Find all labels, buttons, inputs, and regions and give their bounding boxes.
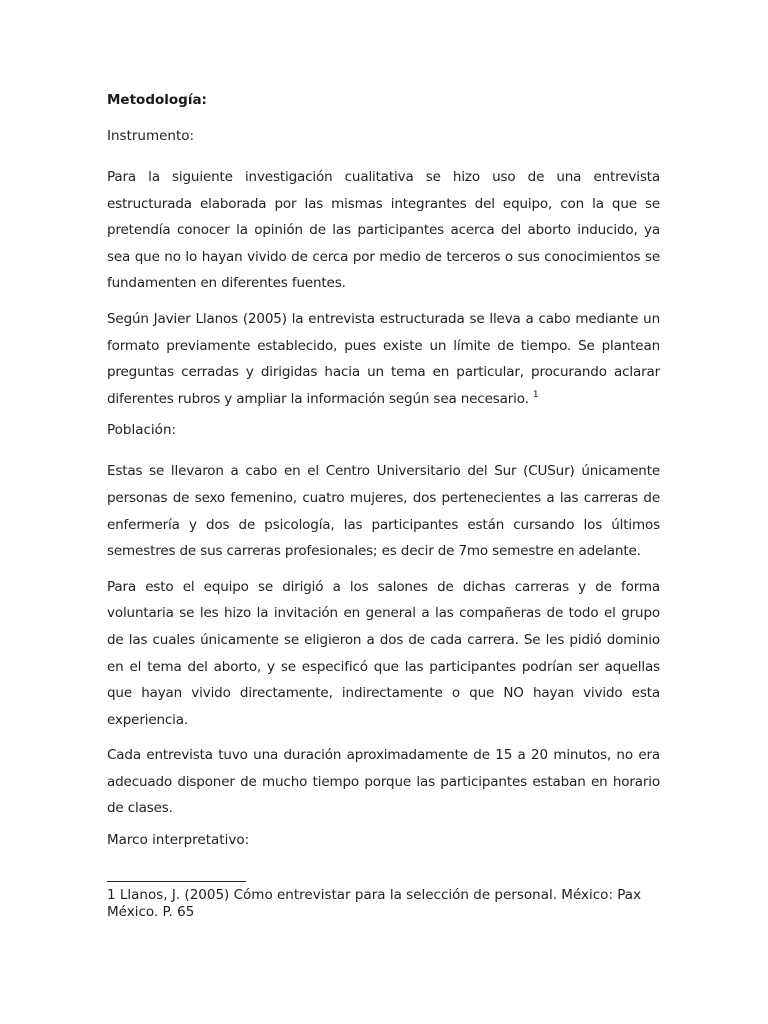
footnote-separator (107, 881, 246, 882)
paragraph: Para esto el equipo se dirigió a los salones de dichas carreras y de forma voluntaria se les hizo la invitación en general a las compañeras de todo el grupo de las cuales únicamente se eligieron a dos de cada carrera. Se les pidió dominio en el tema del aborto, y se especificó que las participantes podrían ser aquellas que hayan vivido directamente, indirectamente o que NO hayan vivido esta experiencia. (107, 578, 660, 728)
footnote-reference: 1 (532, 389, 539, 400)
paragraph: Estas se llevaron a cabo en el Centro Universitario del Sur (CUSur) únicamente personas de sexo femenino, cuatro mujeres, dos pertenecientes a las carreras de enfermería y dos de psicología, las participantes están cursando los últimos semestres de sus carreras profesionales; es decir de 7mo semestre en adelante. (107, 463, 660, 560)
subheading-marco-interpretativo: Marco interpretativo: (107, 832, 250, 849)
paragraph: Para la siguiente investigación cualitativa se hizo uso de una entrevista estructurada elaborada por las mismas integrantes del equipo, con la que se pretendía conocer la opinión de las participantes acerca del aborto inducido, ya sea que no lo hayan vivido de cerca por medio de terceros o sus conocimientos se fundamenten en diferentes fuentes. (107, 169, 660, 292)
section-heading: Metodología: (107, 92, 207, 108)
paragraph (107, 306, 660, 412)
paragraph: Cada entrevista tuvo una duración aproximadamente de 15 a 20 minutos, no era adecuado disponer de mucho tiempo porque las participantes estaban en horario de clases. (107, 747, 660, 817)
subheading-instrumento: Instrumento: (107, 128, 195, 144)
subheading-poblacion: Población: (107, 422, 177, 439)
document-body (107, 91, 660, 868)
footnote: 1 Llanos, J. (2005) Cómo entrevistar para la selección de personal. México: Pax México. P. 65 (107, 887, 642, 920)
paragraph-text: Según Javier Llanos (2005) la entrevista estructurada se lleva a cabo mediante un formato previamente establecido, pues existe un límite de tiempo. Se plantean preguntas cerradas y dirigidas hacia un tema en particular, procurando aclarar diferentes rubros y ampliar la información según sea necesario. (107, 310, 660, 407)
